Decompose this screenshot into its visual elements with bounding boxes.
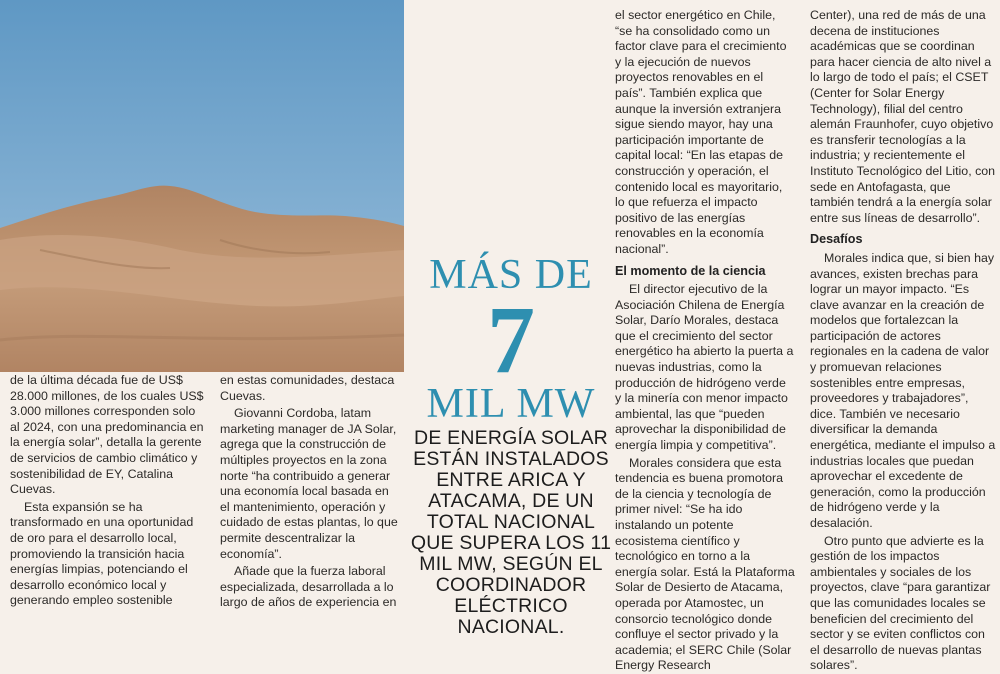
article-column-2	[220, 373, 400, 611]
paragraph: en estas comunidades, destaca Cuevas.	[220, 373, 395, 403]
paragraph: Morales considera que esta tendencia es buena promotora de la ciencia y tecnología de primer nivel: “Se ha ido instalando un potente ecosistema científico y tecnológico en torno a la energía solar. Está la Plataforma Solar de Desierto de Atacama, operada por Atamostec, un consorcio tecnológico donde confluye el sector privado y la academia; el SERC Chile (Solar Energy Research	[615, 455, 795, 673]
desert-landscape-image	[0, 0, 404, 372]
paragraph: Esta expansión se ha transformado en una oportunidad de oro para el desarrollo local, promoviendo la transición hacia energías limpias, potenciando el desarrollo económico local y generando empleo sostenible	[10, 499, 194, 608]
paragraph: el sector energético en Chile, “se ha consolidado como un factor clave para el crecimiento y la ejecución de nuevos proyectos renovables en el país”. También explica que aunque la inversión extranjera sigue siendo mayor, hay una participación importante de capital local: “En las etapas de construcción y operación, el contenido local es mayoritario, lo que refuerza el impacto positivo de las energías renovables en la economía nacional”.	[615, 8, 787, 256]
article-column-3	[615, 8, 795, 674]
paragraph: Center), una red de más de una decena de instituciones académicas que se coordinan para hacer ciencia de alto nivel a lo largo de todo el país; el CSET (Center for Solar Energy Technology), filial del centro alemán Fraunhofer, cuyo objetivo es transferir tecnologías a la industria; y recientemente el Instituto Tecnológico del Litio, con sede en Antofagasta, que también tendrá a la energía solar entre sus líneas de desarrollo”.	[810, 8, 996, 225]
paragraph: Morales indica que, si bien hay avances, existen brechas para lograr un mayor impacto. “Es clave avanzar en la creación de modelos que fortalezcan la participación de actores regionales en la cadena de valor y promuevan relaciones sostenibles entre empresas, proveedores y trabajadores”, dice. También ve necesario diversificar la demanda energética, mediante el impulso a industrias locales que puedan aprovechar el excedente de generación, como la producción de hidrógeno verde y la desalación.	[810, 250, 996, 530]
desert-hills-photo	[0, 0, 404, 372]
paragraph: de la última década fue de US$ 28.000 millones, de los cuales US$ 3.000 millones corresponden solo al 2024, con una predominancia en la energía solar”, detalla la gerente de servicios de cambio climático y sostenibilidad de EY, Catalina Cuevas.	[10, 373, 204, 497]
article-column-4	[810, 8, 996, 674]
pull-quote-text: DE ENERGÍA SOLAR ESTÁN INSTALADOS ENTRE ARICA Y ATACAMA, DE UN TOTAL NACIONAL QUE SUPERA LOS 11 MIL MW, SEGÚN EL COORDINADOR ELÉCTRICO NACIONAL.	[410, 427, 612, 638]
article-column-1	[10, 373, 206, 609]
paragraph: Otro punto que advierte es la gestión de los impactos ambientales y sociales de los proyectos, clave “para garantizar que las comunidades locales se beneficien del crecimiento del sector y se eviten conflictos con el desarrollo de nuevas plantas solares”.	[810, 533, 991, 673]
pull-quote-number: 7	[487, 286, 535, 393]
section-heading: El momento de la ciencia	[615, 263, 766, 278]
paragraph: Añade que la fuerza laboral especializada, desarrollada a lo largo de años de experiencia en	[220, 564, 397, 610]
pull-quote-unit: MIL MW	[426, 381, 596, 427]
paragraph: El director ejecutivo de la Asociación Chilena de Energía Solar, Darío Morales, destaca que el crecimiento del sector energético ha abierto la puerta a nuevas industrias, como la producción de hidrógeno verde y la minería con menor impacto ambiental, las que “pueden aprovechar la disponibilidad de energía limpia y competitiva”.	[615, 282, 794, 453]
pull-quote-lead: MÁS DE	[429, 252, 593, 298]
paragraph: Giovanni Cordoba, latam marketing manager de JA Solar, agrega que la construcción de múltiples proyectos en la zona norte “ha contribuido a generar una economía local basada en el mantenimiento, operación y cuidado de estas plantas, lo que permite descentralizar la economía”.	[220, 406, 398, 561]
pull-quote	[406, 252, 616, 638]
section-heading: Desafíos	[810, 232, 863, 247]
